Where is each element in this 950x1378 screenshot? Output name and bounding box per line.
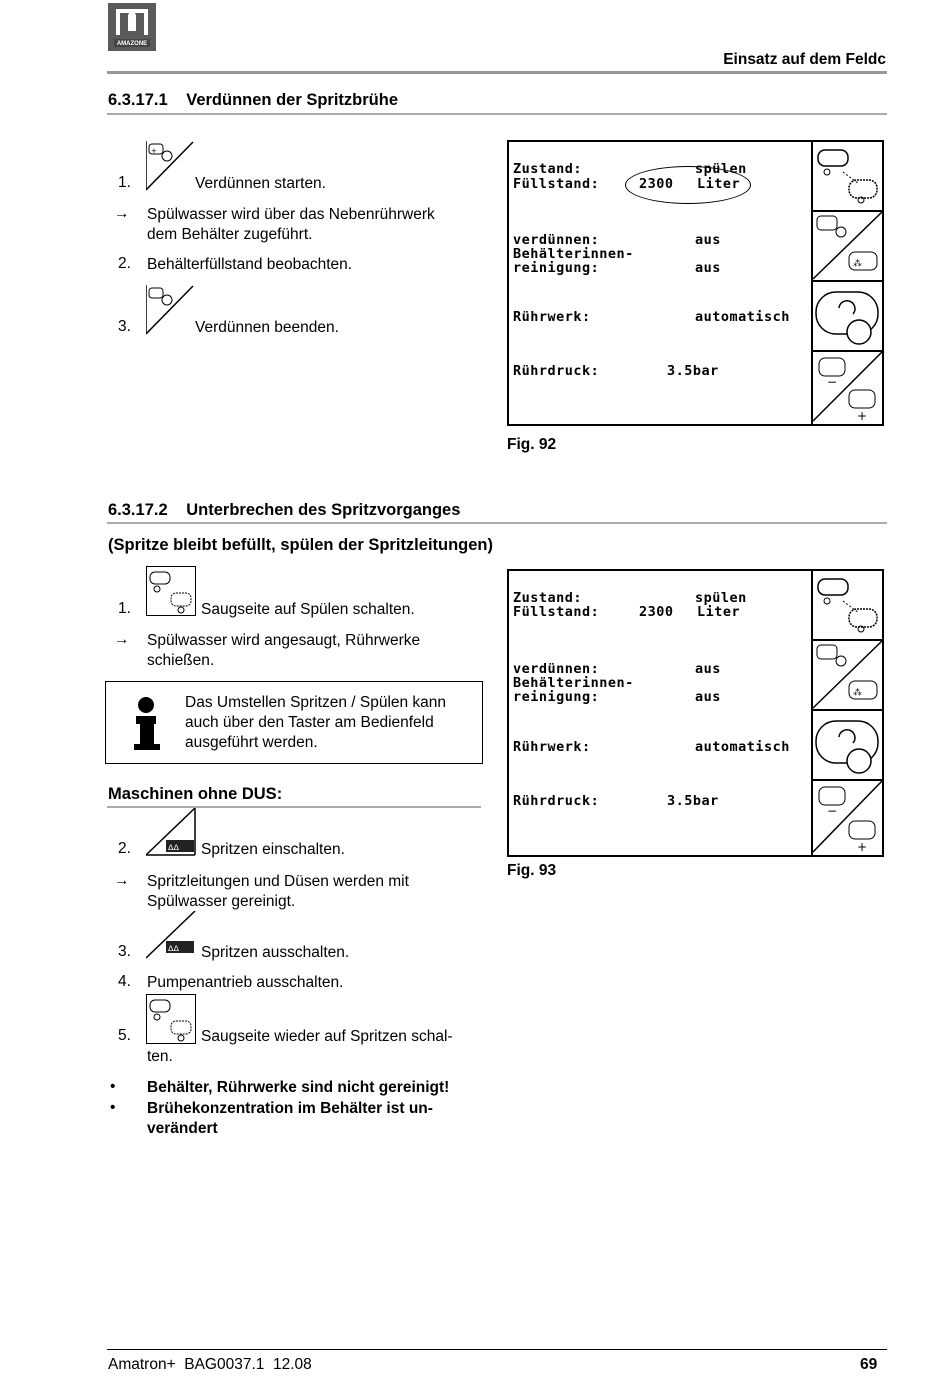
- ruehrwerk-value: automatisch: [695, 739, 790, 755]
- terminal-screen-fig92: [507, 140, 884, 426]
- ruehrwerk-label: Rührwerk:: [513, 309, 591, 325]
- result-text-line1: Spülwasser wird über das Nebenrührwerk: [147, 206, 435, 223]
- zustand-value: spülen: [695, 590, 747, 606]
- behaelter-label-line1: Behälterinnen-: [513, 246, 634, 262]
- svg-text:⁂: ⁂: [853, 688, 862, 698]
- behaelter-value: aus: [695, 689, 721, 705]
- step-number: 1.: [118, 174, 131, 191]
- softkey-column: [811, 571, 884, 855]
- ruehrdruck-value: 3.5bar: [667, 793, 719, 809]
- footer-rule: [107, 1349, 887, 1350]
- svg-text:ᐃᐃ: ᐃᐃ: [168, 843, 179, 852]
- step-text: Saugseite auf Spülen schalten.: [201, 601, 415, 618]
- subsection-heading: Maschinen ohne DUS:: [108, 785, 283, 803]
- step-number: 2.: [118, 255, 131, 272]
- header-rule: [107, 71, 887, 74]
- dilute-icon: [813, 212, 883, 280]
- svg-text:−: −: [827, 804, 838, 818]
- agitator-icon: [813, 711, 883, 779]
- amazone-logo: [108, 3, 156, 51]
- behaelter-label-line2: reinigung:: [513, 260, 600, 276]
- verduennen-label: verdünnen:: [513, 661, 600, 677]
- svg-text:+: +: [857, 840, 868, 853]
- dilute-key-icon: [146, 141, 194, 191]
- step-number: 2.: [118, 840, 131, 857]
- svg-text:+: +: [151, 147, 157, 155]
- step-text: Verdünnen beenden.: [195, 319, 339, 336]
- suction-switch-icon: [813, 571, 883, 639]
- step-text-line2: ten.: [147, 1048, 173, 1065]
- section2-heading-text: Unterbrechen des Spritzvorganges: [186, 501, 461, 519]
- verduennen-value: aus: [695, 661, 721, 677]
- svg-text:−: −: [827, 375, 838, 389]
- arrow-symbol: →: [114, 631, 130, 648]
- spray-off-key-icon: [146, 911, 196, 959]
- step-number: 1.: [118, 600, 131, 617]
- softkey-agitator[interactable]: [813, 282, 883, 352]
- suction-key-icon: [146, 994, 196, 1044]
- verduennen-label: verdünnen:: [513, 232, 600, 248]
- footer-doc-id: Amatron+ BAG0037.1 12.08: [108, 1356, 312, 1373]
- step-number: 5.: [118, 1027, 131, 1044]
- softkey-suction-toggle[interactable]: [813, 142, 883, 212]
- ruehrdruck-value: 3.5bar: [667, 363, 719, 379]
- result-text-line1: Spritzleitungen und Düsen werden mit: [147, 873, 409, 890]
- softkey-dilute[interactable]: [813, 641, 883, 711]
- section1-heading-text: Verdünnen der Spritzbrühe: [186, 91, 399, 109]
- softkey-pressure[interactable]: [813, 352, 883, 422]
- ruehrwerk-value: automatisch: [695, 309, 790, 325]
- softkey-column: [811, 142, 884, 424]
- section-title: Einsatz auf dem Feldc: [723, 51, 886, 68]
- section2-subheading: (Spritze bleibt befüllt, spülen der Spritzleitungen): [108, 536, 494, 554]
- info-line1: Das Umstellen Spritzen / Spülen kann: [185, 694, 447, 711]
- step-text: Pumpenantrieb ausschalten.: [147, 974, 344, 991]
- fuellstand-value: 2300: [639, 176, 674, 192]
- step-text: Spritzen ausschalten.: [201, 944, 350, 961]
- section1-heading: [108, 91, 398, 110]
- step-number: 4.: [118, 973, 131, 990]
- behaelter-label-line2: reinigung:: [513, 689, 600, 705]
- section2-rule: [107, 522, 887, 524]
- softkey-suction-toggle[interactable]: [813, 571, 883, 641]
- terminal-screen-fig93: [507, 569, 884, 857]
- section1-heading-num: 6.3.17.1: [108, 91, 168, 109]
- bullet-text-line2: verändert: [147, 1120, 218, 1137]
- bullet-text-line1: Brühekonzentration im Behälter ist un-: [147, 1100, 433, 1117]
- step-number: 3.: [118, 318, 131, 335]
- behaelter-label-line1: Behälterinnen-: [513, 675, 634, 691]
- dilute-icon: [813, 641, 883, 709]
- info-icon: [132, 696, 162, 756]
- step-text-line1: Saugseite wieder auf Spritzen schal-: [201, 1028, 453, 1045]
- suction-switch-icon: [813, 142, 883, 210]
- pressure-plus-minus-icon: [813, 352, 883, 422]
- softkey-pressure[interactable]: [813, 781, 883, 853]
- softkey-dilute[interactable]: [813, 212, 883, 282]
- fuellstand-unit: Liter: [697, 176, 741, 192]
- info-line3: ausgeführt werden.: [185, 734, 318, 751]
- page-number: 69: [860, 1356, 878, 1373]
- zustand-label: Zustand:: [513, 161, 583, 177]
- result-text-line2: schießen.: [147, 652, 215, 669]
- info-box: [105, 681, 483, 764]
- behaelter-value: aus: [695, 260, 721, 276]
- pressure-plus-minus-icon: [813, 781, 883, 853]
- step-text: Behälterfüllstand beobachten.: [147, 256, 353, 273]
- result-text-line2: dem Behälter zugeführt.: [147, 226, 313, 243]
- fuellstand-value: 2300: [639, 604, 674, 620]
- section1-rule: [107, 113, 887, 115]
- softkey-agitator[interactable]: [813, 711, 883, 781]
- ruehrwerk-label: Rührwerk:: [513, 739, 591, 755]
- info-line2: auch über den Taster am Bedienfeld: [185, 714, 434, 731]
- spray-on-key-icon: [146, 808, 196, 856]
- bullet-symbol: •: [110, 1078, 116, 1095]
- fuellstand-label: Füllstand:: [513, 176, 600, 192]
- svg-text:+: +: [857, 409, 868, 422]
- zustand-label: Zustand:: [513, 590, 583, 606]
- section2-heading-num: 6.3.17.2: [108, 501, 168, 519]
- result-text-line2: Spülwasser gereinigt.: [147, 893, 296, 910]
- dilute-key-icon: [146, 285, 194, 335]
- fuellstand-unit: Liter: [697, 604, 741, 620]
- ruehrdruck-label: Rührdruck:: [513, 793, 600, 809]
- section2-heading: [108, 501, 460, 520]
- step-number: 3.: [118, 943, 131, 960]
- arrow-symbol: →: [114, 205, 130, 222]
- svg-text:ᐃᐃ: ᐃᐃ: [168, 944, 179, 953]
- verduennen-value: aus: [695, 232, 721, 248]
- result-text-line1: Spülwasser wird angesaugt, Rührwerke: [147, 632, 421, 649]
- bullet-text: Behälter, Rührwerke sind nicht gereinigt!: [147, 1079, 450, 1096]
- arrow-symbol: →: [114, 872, 130, 889]
- step-text: Spritzen einschalten.: [201, 841, 345, 858]
- fig93-label: Fig. 93: [507, 862, 557, 879]
- bullet-symbol: •: [110, 1099, 116, 1116]
- logo-text: AMAZONE: [116, 41, 148, 47]
- fig92-label: Fig. 92: [507, 436, 557, 453]
- ruehrdruck-label: Rührdruck:: [513, 363, 600, 379]
- fuellstand-label: Füllstand:: [513, 604, 600, 620]
- zustand-value: spülen: [695, 161, 747, 177]
- agitator-icon: [813, 282, 883, 350]
- step-text: Verdünnen starten.: [195, 175, 326, 192]
- svg-text:⁂: ⁂: [853, 259, 862, 269]
- suction-key-icon: [146, 566, 196, 616]
